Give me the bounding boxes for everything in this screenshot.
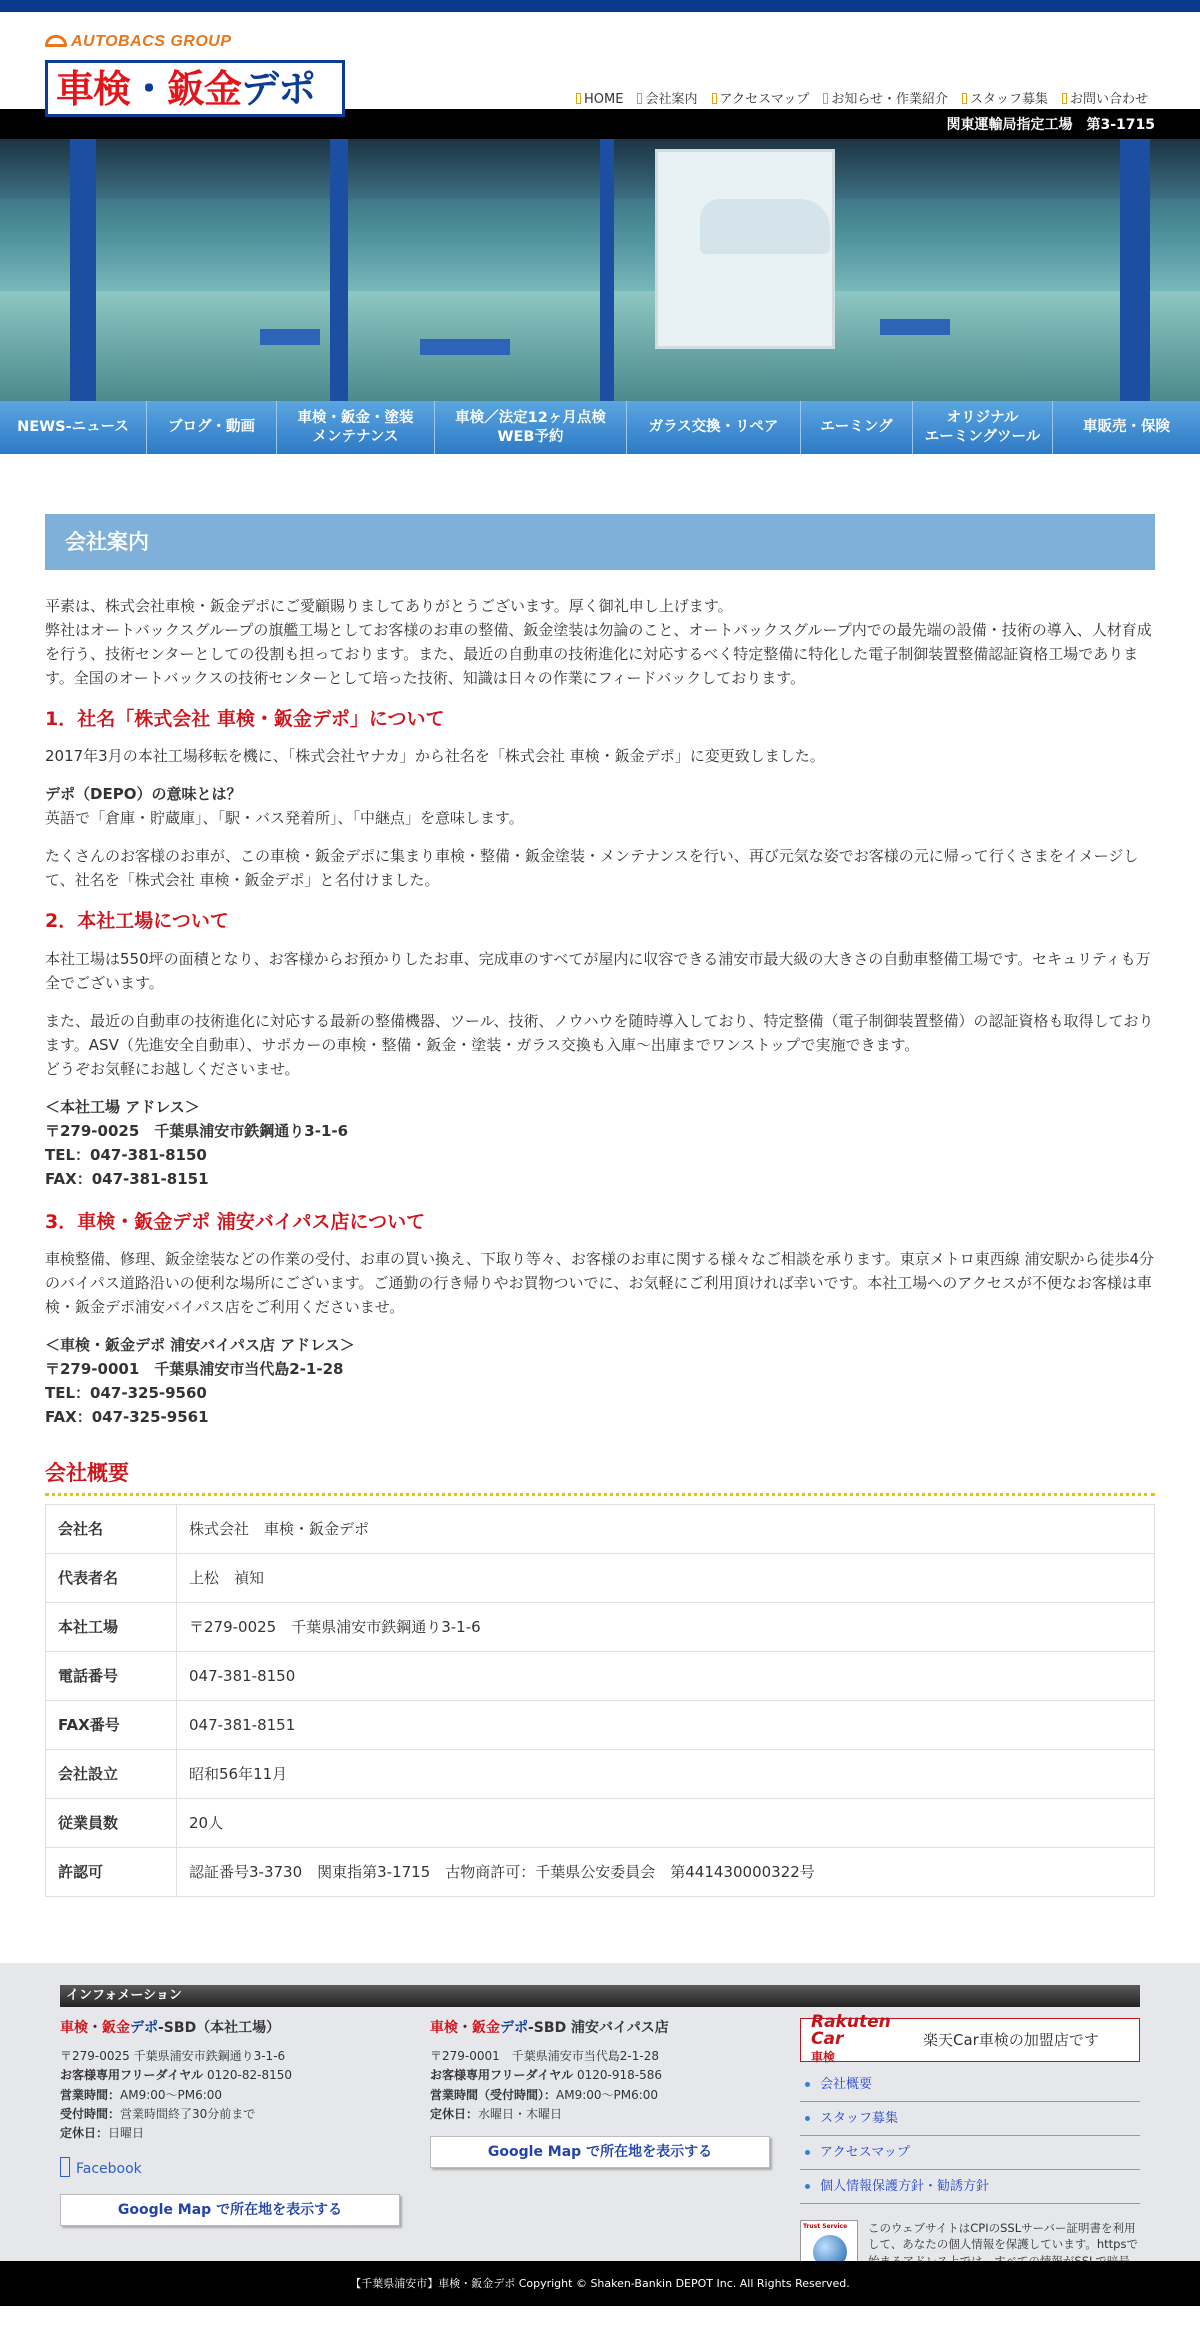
hero-factory-image bbox=[0, 139, 1200, 401]
footer-bypass-info: 車検・鈑金デポ-SBD 浦安バイパス店 〒279-0001 千葉県浦安市当代島2-1-28 お客様専用フリーダイヤル 0120-918-586 営業時間（受付時間）：AM9:00〜PM6:00 定休日：水曜日・木曜日 Google Map で所在地を表示する bbox=[430, 2017, 800, 2287]
menu-maintenance[interactable]: 車検・鈑金・塗装 メンテナンス bbox=[277, 401, 435, 454]
main-content bbox=[0, 454, 1200, 1897]
site-footer bbox=[0, 1963, 1200, 2306]
footer-hq-info: 車検・鈑金デポ-SBD（本社工場） 〒279-0025 千葉県浦安市鉄鋼通り3-1-6 お客様専用フリーダイヤル 0120-82-8150 営業時間：AM9:00〜PM6:00 受付時間：営業時間終了30分前まで 定休日：日曜日 Facebook Google Map で所在地を表示する bbox=[60, 2017, 430, 2287]
footer-links bbox=[800, 2068, 1140, 2204]
top-nav bbox=[576, 90, 1148, 111]
factory-text: 本社工場は550坪の面積となり、お客様からお預かりしたお車、完成車のすべてが屋内に収容できる浦安市最大級の大きさの自動車整備工場です。セキュリティも万全でございます。 bbox=[45, 949, 1151, 992]
nav-access-map[interactable]: アクセスマップ bbox=[712, 90, 810, 111]
table-row: 代表者名 上松 禎知 bbox=[46, 1553, 1155, 1602]
nav-company[interactable]: 会社案内 bbox=[637, 90, 697, 111]
intro-paragraph: 平素は、株式会社車検・鈑金デポにご愛顧賜りましてありがとうございます。厚く御礼申し上げます。 弊社はオートバックスグループの旗艦工場としてお客様のお車の整備、鈑金塗装は勿論のこと、オートバックスグループ内での最先端の設備・技術の導入、人材育成を行う、技術センターとしての役割も担っております。また、最近の自動車の技術進化に対応するべく特定整備に特化した電子制御装置整備認証資格工場であります。全国のオートバックスの技術センターとして培った技術、知識は日々の作業にフィードバックしております。 bbox=[45, 597, 1152, 687]
footer-link-company[interactable]: 会社概要 bbox=[800, 2068, 1140, 2102]
table-row: 会社設立 昭和56年11月 bbox=[46, 1749, 1155, 1798]
nav-bullet-icon bbox=[637, 93, 642, 104]
footer-link-access[interactable]: アクセスマップ bbox=[800, 2136, 1140, 2170]
footer-bypass-name: 車検・鈑金デポ-SBD 浦安バイパス店 bbox=[430, 2019, 669, 2036]
depo-meaning: デポ（DEPO）の意味とは？ 英語で「倉庫・貯蔵庫」、「駅・バス発着所」、「中継点」を意味します。 bbox=[45, 785, 524, 828]
ssl-info: Trust Service このウェブサイトはCPIのSSLサーバー証明書を利用して、あなたの個人情報を保護しています。httpsで bbox=[800, 2220, 1140, 2287]
footer-info-bar: インフォメーション bbox=[60, 1985, 1140, 2007]
nav-news[interactable]: お知らせ・作業紹介 bbox=[823, 90, 948, 111]
section-heading-name: 1．社名「株式会社 車検・鈑金デポ」について bbox=[45, 708, 445, 730]
hq-google-map-button[interactable]: Google Map で所在地を表示する bbox=[60, 2194, 400, 2226]
bypass-google-map-button[interactable]: Google Map で所在地を表示する bbox=[430, 2136, 770, 2168]
autobacs-mark-icon bbox=[45, 35, 67, 47]
top-accent-bar bbox=[0, 0, 1200, 12]
certification-bar: 関東運輸局指定工場 第3-1715 bbox=[0, 109, 1200, 139]
nav-bullet-icon bbox=[962, 93, 967, 104]
nav-bullet-icon bbox=[1062, 93, 1067, 104]
table-row: FAX番号 047-381-8151 bbox=[46, 1700, 1155, 1749]
nav-home[interactable]: HOME bbox=[576, 90, 623, 111]
facebook-link[interactable]: Facebook bbox=[60, 2157, 430, 2180]
table-row: 会社名 株式会社 車検・鈑金デポ bbox=[46, 1504, 1155, 1553]
menu-aiming-tool[interactable]: オリジナル エーミングツール bbox=[913, 401, 1053, 454]
ssl-seal[interactable]: Trust Service bbox=[800, 2220, 858, 2280]
site-logo[interactable]: 車検 ・ 鈑金 デポ bbox=[45, 60, 345, 117]
bypass-text: 車検整備、修理、鈑金塗装などの作業の受付、お車の買い換え、下取り等々、お客様のお車に関する様々なご相談を承ります。東京メトロ東西線 浦安駅から徒歩4分のバイパス道路沿いの便利な場所にございます。ご通勤の行き帰りやお買物ついでに、お気軽にご利用頂ければ幸いです。本社工場へのアクセスが不便なお客様は車検・鈑金デポ浦安バイパス店をご利用くださいませ。 bbox=[45, 1250, 1155, 1317]
nav-bullet-icon bbox=[712, 93, 717, 104]
facebook-icon bbox=[60, 2157, 70, 2177]
company-overview-heading: 会社概要 bbox=[45, 1457, 1155, 1496]
menu-car-sales[interactable]: 車販売・保険 bbox=[1083, 419, 1170, 436]
hq-address-block: ＜本社工場 アドレス＞ 〒279-0025 千葉県浦安市鉄鋼通り3-1-6 TEL：047-381-8150 FAX：047-381-8151 bbox=[45, 1097, 349, 1188]
menu-aiming[interactable]: エーミング bbox=[801, 401, 913, 454]
table-row: 従業員数 20人 bbox=[46, 1798, 1155, 1847]
footer-link-recruit[interactable]: スタッフ募集 bbox=[800, 2102, 1140, 2136]
section-heading-factory: 2．本社工場について bbox=[45, 910, 229, 933]
company-overview-table bbox=[45, 1504, 1155, 1897]
footer-hq-name: 車検・鈑金デポ-SBD（本社工場） bbox=[60, 2019, 281, 2036]
menu-web-reservation[interactable]: 車検／法定12ヶ月点検 WEB予約 bbox=[435, 401, 627, 454]
section-heading-bypass: 3．車検・鈑金デポ 浦安バイパス店について bbox=[45, 1210, 426, 1233]
nav-bullet-icon bbox=[576, 93, 581, 104]
name-change-text: 2017年3月の本社工場移転を機に、「株式会社ヤナカ」から社名を「株式会社 車検・鈑金デポ」に変更致しました。 bbox=[45, 747, 825, 766]
page-title: 会社案内 bbox=[45, 514, 1155, 570]
menu-glass[interactable]: ガラス交換・リペア bbox=[627, 401, 801, 454]
copyright: 【千葉県浦安市】車検・鈑金デポ Copyright © Shaken-Bankin DEPOT Inc. All Rights Reserved. bbox=[0, 2261, 1200, 2306]
table-row: 許認可 認証番号3-3730 関東指第3-1715 古物商許可：千葉県公安委員会 第441430000322号 bbox=[46, 1847, 1155, 1896]
menu-blog[interactable]: ブログ・動画 bbox=[147, 401, 277, 454]
nav-contact[interactable]: お問い合わせ bbox=[1062, 90, 1148, 111]
main-menu bbox=[0, 401, 1200, 454]
autobacs-group-logo[interactable]: AUTOBACS GROUP bbox=[45, 29, 232, 55]
nav-bullet-icon bbox=[823, 93, 828, 104]
table-row: 本社工場 〒279-0025 千葉県浦安市鉄鋼通り3-1-6 bbox=[46, 1602, 1155, 1651]
nav-recruit[interactable]: スタッフ募集 bbox=[962, 90, 1048, 111]
table-row: 電話番号 047-381-8150 bbox=[46, 1651, 1155, 1700]
naming-text: たくさんのお客様のお車が、この車検・鈑金デポに集まり車検・整備・鈑金塗装・メンテナンスを行い、再び元気な姿でお客様の元に帰って行くさまをイメージして、社名を「株式会社 車検・鈑金デポ」と名付けました。 bbox=[45, 847, 1139, 890]
bypass-address-block: ＜車検・鈑金デポ 浦安バイパス店 アドレス＞ 〒279-0001 千葉県浦安市当代島2-1-28 TEL：047-325-9560 FAX：047-325-9561 bbox=[45, 1336, 355, 1427]
rakuten-car-logo: Rakuten Car 車検 bbox=[811, 2012, 891, 2065]
rakuten-car-banner[interactable]: Rakuten Car 車検 楽天Car車検の加盟店です bbox=[800, 2018, 1140, 2062]
footer-link-privacy[interactable]: 個人情報保護方針・勧誘方針 bbox=[800, 2170, 1140, 2204]
footer-links-column bbox=[800, 2012, 1140, 2287]
menu-news[interactable]: NEWS-ニュース bbox=[0, 401, 147, 454]
site-header bbox=[0, 12, 1200, 109]
factory-tech-text: また、最近の自動車の技術進化に対応する最新の整備機器、ツール、技術、ノウハウを随時導入しており、特定整備（電子制御装置整備）の認証資格も取得しております。ASV（先進安全自動車）、サポカーの車検・整備・鈑金・塗装・ガラス交換も入庫〜出庫までワンストップで実施できます。 どうぞお気軽にお越しくださいませ。 bbox=[45, 1011, 1154, 1078]
